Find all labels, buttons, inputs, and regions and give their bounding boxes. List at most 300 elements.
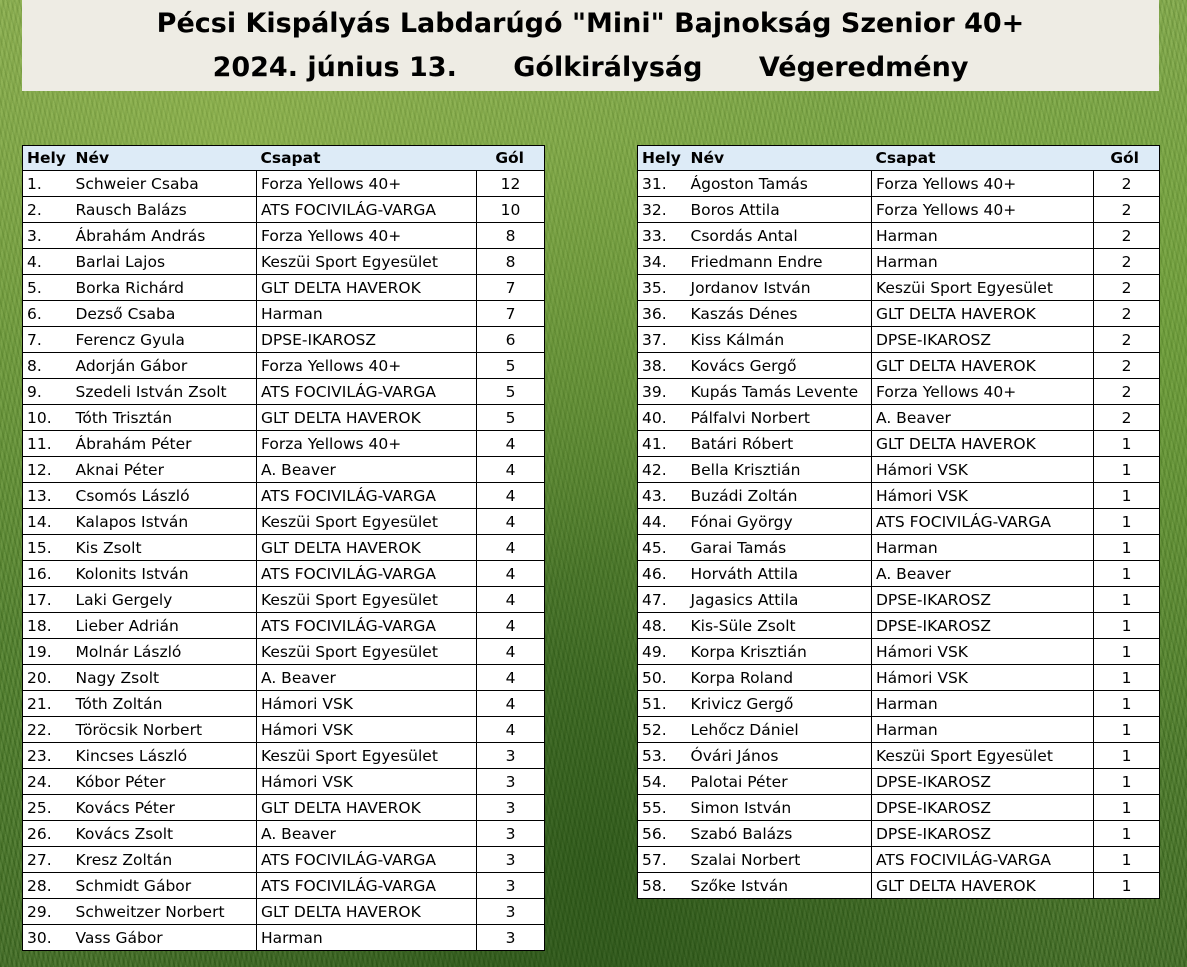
player-name-cell: Jagasics Attila [687,587,872,613]
table-row [638,561,1160,587]
team-cell: ATS FOCIVILÁG-VARGA [257,613,477,639]
team-cell: A. Beaver [257,821,477,847]
place-cell: 11. [23,431,72,457]
table-row [638,353,1160,379]
goals-cell: 4 [477,483,545,509]
table-row [23,431,545,457]
place-cell: 14. [23,509,72,535]
category-label: Gólkirályság [513,52,703,83]
team-cell: Keszüi Sport Egyesület [257,509,477,535]
team-cell: Harman [872,691,1094,717]
goals-cell: 1 [1094,717,1160,743]
table-header-row [23,146,545,171]
table-body-right [638,171,1160,899]
goals-cell: 1 [1094,535,1160,561]
goals-cell: 4 [477,613,545,639]
table-row [23,821,545,847]
player-name-cell: Kis-Süle Zsolt [687,613,872,639]
player-name-cell: Laki Gergely [72,587,257,613]
table-row [23,457,545,483]
team-cell: Keszüi Sport Egyesület [257,249,477,275]
team-cell: A. Beaver [257,665,477,691]
goals-cell: 1 [1094,483,1160,509]
player-name-cell: Kincses László [72,743,257,769]
column-header-goals: Gól [477,146,545,171]
player-name-cell: Kis Zsolt [72,535,257,561]
goals-cell: 1 [1094,561,1160,587]
player-name-cell: Csordás Antal [687,223,872,249]
goals-cell: 1 [1094,847,1160,873]
team-cell: DPSE-IKAROSZ [257,327,477,353]
table-row [23,899,545,925]
player-name-cell: Nagy Zsolt [72,665,257,691]
place-cell: 48. [638,613,687,639]
place-cell: 44. [638,509,687,535]
column-header-name: Név [687,146,872,171]
team-cell: Keszüi Sport Egyesület [257,639,477,665]
goals-cell: 4 [477,431,545,457]
table-row [638,171,1160,197]
player-name-cell: Barlai Lajos [72,249,257,275]
goals-cell: 3 [477,821,545,847]
page-subtitle [22,50,1159,86]
player-name-cell: Boros Attila [687,197,872,223]
table-row [23,405,545,431]
team-cell: A. Beaver [257,457,477,483]
player-name-cell: Friedmann Endre [687,249,872,275]
player-name-cell: Tóth Zoltán [72,691,257,717]
goals-cell: 3 [477,925,545,951]
player-name-cell: Kovács Gergő [687,353,872,379]
table-row [638,249,1160,275]
place-cell: 13. [23,483,72,509]
player-name-cell: Schweitzer Norbert [72,899,257,925]
place-cell: 3. [23,223,72,249]
table-row [638,483,1160,509]
place-cell: 5. [23,275,72,301]
goals-cell: 10 [477,197,545,223]
table-row [23,483,545,509]
team-cell: Forza Yellows 40+ [257,353,477,379]
table-row [23,509,545,535]
place-cell: 34. [638,249,687,275]
team-cell: Hámori VSK [872,457,1094,483]
goals-cell: 4 [477,691,545,717]
team-cell: Forza Yellows 40+ [872,197,1094,223]
column-header-place: Hely [23,146,72,171]
table-row [638,223,1160,249]
team-cell: ATS FOCIVILÁG-VARGA [872,847,1094,873]
team-cell: ATS FOCIVILÁG-VARGA [257,873,477,899]
player-name-cell: Kovács Zsolt [72,821,257,847]
goals-cell: 2 [1094,223,1160,249]
place-cell: 56. [638,821,687,847]
team-cell: Forza Yellows 40+ [257,431,477,457]
place-cell: 57. [638,847,687,873]
player-name-cell: Szőke István [687,873,872,899]
table-row [23,171,545,197]
team-cell: DPSE-IKAROSZ [872,769,1094,795]
player-name-cell: Ferencz Gyula [72,327,257,353]
team-cell: Hámori VSK [872,639,1094,665]
place-cell: 15. [23,535,72,561]
team-cell: Hámori VSK [257,769,477,795]
place-cell: 16. [23,561,72,587]
place-cell: 50. [638,665,687,691]
table-row [23,197,545,223]
team-cell: GLT DELTA HAVEROK [872,431,1094,457]
team-cell: Forza Yellows 40+ [257,223,477,249]
table-row [23,925,545,951]
player-name-cell: Molnár László [72,639,257,665]
player-name-cell: Kiss Kálmán [687,327,872,353]
goals-cell: 2 [1094,327,1160,353]
place-cell: 12. [23,457,72,483]
goals-cell: 4 [477,665,545,691]
player-name-cell: Garai Tamás [687,535,872,561]
player-name-cell: Dezső Csaba [72,301,257,327]
player-name-cell: Adorján Gábor [72,353,257,379]
table-row [638,587,1160,613]
goals-cell: 1 [1094,457,1160,483]
place-cell: 45. [638,535,687,561]
team-cell: Harman [872,223,1094,249]
team-cell: ATS FOCIVILÁG-VARGA [872,509,1094,535]
table-row [638,379,1160,405]
player-name-cell: Vass Gábor [72,925,257,951]
player-name-cell: Kóbor Péter [72,769,257,795]
player-name-cell: Csomós László [72,483,257,509]
place-cell: 58. [638,873,687,899]
player-name-cell: Krivicz Gergő [687,691,872,717]
scorers-table-right [637,145,1160,899]
place-cell: 32. [638,197,687,223]
place-cell: 51. [638,691,687,717]
goals-cell: 5 [477,405,545,431]
team-cell: GLT DELTA HAVEROK [257,405,477,431]
table-row [23,379,545,405]
player-name-cell: Kalapos István [72,509,257,535]
goals-cell: 1 [1094,613,1160,639]
goals-cell: 1 [1094,743,1160,769]
table-row [638,873,1160,899]
player-name-cell: Horváth Attila [687,561,872,587]
table-header-row [638,146,1160,171]
player-name-cell: Korpa Krisztián [687,639,872,665]
goals-cell: 3 [477,795,545,821]
table-row [23,639,545,665]
table-row [638,457,1160,483]
table-row [23,353,545,379]
team-cell: DPSE-IKAROSZ [872,613,1094,639]
place-cell: 27. [23,847,72,873]
goals-cell: 4 [477,457,545,483]
place-cell: 46. [638,561,687,587]
goals-cell: 1 [1094,509,1160,535]
player-name-cell: Szabó Balázs [687,821,872,847]
goals-cell: 6 [477,327,545,353]
place-cell: 1. [23,171,72,197]
table-row [638,743,1160,769]
place-cell: 29. [23,899,72,925]
team-cell: Harman [872,535,1094,561]
player-name-cell: Kupás Tamás Levente [687,379,872,405]
place-cell: 52. [638,717,687,743]
place-cell: 42. [638,457,687,483]
player-name-cell: Lieber Adrián [72,613,257,639]
team-cell: Hámori VSK [872,483,1094,509]
table-row [23,691,545,717]
column-header-name: Név [72,146,257,171]
place-cell: 38. [638,353,687,379]
player-name-cell: Jordanov István [687,275,872,301]
player-name-cell: Schweier Csaba [72,171,257,197]
goals-cell: 1 [1094,639,1160,665]
team-cell: A. Beaver [872,561,1094,587]
table-row [23,717,545,743]
goals-cell: 3 [477,847,545,873]
place-cell: 53. [638,743,687,769]
player-name-cell: Pálfalvi Norbert [687,405,872,431]
place-cell: 35. [638,275,687,301]
team-cell: Keszüi Sport Egyesület [872,275,1094,301]
table-row [638,327,1160,353]
place-cell: 41. [638,431,687,457]
table-row [23,275,545,301]
goals-cell: 2 [1094,379,1160,405]
team-cell: Forza Yellows 40+ [872,379,1094,405]
team-cell: Harman [872,717,1094,743]
page-title: Pécsi Kispályás Labdarúgó "Mini" Bajnokság Szenior 40+ [156,8,1025,39]
goals-cell: 3 [477,899,545,925]
goals-cell: 2 [1094,197,1160,223]
team-cell: ATS FOCIVILÁG-VARGA [257,847,477,873]
place-cell: 55. [638,795,687,821]
place-cell: 37. [638,327,687,353]
place-cell: 40. [638,405,687,431]
player-name-cell: Töröcsik Norbert [72,717,257,743]
team-cell: GLT DELTA HAVEROK [872,873,1094,899]
goals-cell: 2 [1094,301,1160,327]
scorers-table-left [22,145,545,951]
goals-cell: 2 [1094,405,1160,431]
table-row [23,535,545,561]
player-name-cell: Palotai Péter [687,769,872,795]
goals-cell: 2 [1094,275,1160,301]
place-cell: 17. [23,587,72,613]
place-cell: 36. [638,301,687,327]
place-cell: 25. [23,795,72,821]
table-row [23,223,545,249]
table-row [638,717,1160,743]
team-cell: GLT DELTA HAVEROK [872,353,1094,379]
title-banner [22,0,1159,91]
table-body-left [23,171,545,951]
team-cell: Forza Yellows 40+ [872,171,1094,197]
team-cell: DPSE-IKAROSZ [872,327,1094,353]
goals-cell: 1 [1094,769,1160,795]
player-name-cell: Óvári János [687,743,872,769]
goals-cell: 4 [477,509,545,535]
player-name-cell: Tóth Trisztán [72,405,257,431]
table-row [638,613,1160,639]
team-cell: Harman [257,925,477,951]
goals-cell: 1 [1094,795,1160,821]
table-row [638,691,1160,717]
goals-cell: 3 [477,743,545,769]
goals-cell: 5 [477,379,545,405]
place-cell: 22. [23,717,72,743]
team-cell: Hámori VSK [872,665,1094,691]
player-name-cell: Ágoston Tamás [687,171,872,197]
table-row [23,327,545,353]
table-row [638,665,1160,691]
place-cell: 8. [23,353,72,379]
place-cell: 43. [638,483,687,509]
table-row [638,431,1160,457]
table-row [23,795,545,821]
team-cell: Forza Yellows 40+ [257,171,477,197]
column-header-place: Hely [638,146,687,171]
place-cell: 4. [23,249,72,275]
player-name-cell: Schmidt Gábor [72,873,257,899]
place-cell: 33. [638,223,687,249]
team-cell: Harman [257,301,477,327]
team-cell: Harman [872,249,1094,275]
team-cell: GLT DELTA HAVEROK [257,535,477,561]
column-header-team: Csapat [872,146,1094,171]
goals-cell: 2 [1094,171,1160,197]
place-cell: 30. [23,925,72,951]
table-row [638,795,1160,821]
goals-cell: 3 [477,769,545,795]
place-cell: 20. [23,665,72,691]
goals-cell: 1 [1094,821,1160,847]
team-cell: Hámori VSK [257,717,477,743]
player-name-cell: Kresz Zoltán [72,847,257,873]
team-cell: GLT DELTA HAVEROK [872,301,1094,327]
player-name-cell: Batári Róbert [687,431,872,457]
table-row [23,301,545,327]
goals-cell: 1 [1094,665,1160,691]
goals-cell: 4 [477,561,545,587]
player-name-cell: Ábrahám András [72,223,257,249]
team-cell: Hámori VSK [257,691,477,717]
player-name-cell: Szalai Norbert [687,847,872,873]
team-cell: ATS FOCIVILÁG-VARGA [257,197,477,223]
column-header-team: Csapat [257,146,477,171]
table-row [638,821,1160,847]
table-row [23,561,545,587]
team-cell: Keszüi Sport Egyesület [257,587,477,613]
goals-cell: 8 [477,223,545,249]
place-cell: 24. [23,769,72,795]
place-cell: 23. [23,743,72,769]
goals-cell: 1 [1094,587,1160,613]
table-row [23,665,545,691]
goals-cell: 1 [1094,873,1160,899]
player-name-cell: Kaszás Dénes [687,301,872,327]
player-name-cell: Kovács Péter [72,795,257,821]
event-date: 2024. június 13. [212,52,457,83]
table-row [638,275,1160,301]
player-name-cell: Kolonits István [72,561,257,587]
place-cell: 28. [23,873,72,899]
table-row [23,847,545,873]
place-cell: 54. [638,769,687,795]
place-cell: 39. [638,379,687,405]
table-row [23,587,545,613]
team-cell: ATS FOCIVILÁG-VARGA [257,561,477,587]
table-row [638,405,1160,431]
goals-cell: 2 [1094,353,1160,379]
goals-cell: 7 [477,275,545,301]
column-header-goals: Gól [1094,146,1160,171]
place-cell: 9. [23,379,72,405]
goals-cell: 4 [477,535,545,561]
goals-cell: 2 [1094,249,1160,275]
team-cell: DPSE-IKAROSZ [872,587,1094,613]
player-name-cell: Lehőcz Dániel [687,717,872,743]
player-name-cell: Buzádi Zoltán [687,483,872,509]
place-cell: 49. [638,639,687,665]
place-cell: 6. [23,301,72,327]
place-cell: 31. [638,171,687,197]
table-row [638,847,1160,873]
team-cell: Keszüi Sport Egyesület [257,743,477,769]
team-cell: A. Beaver [872,405,1094,431]
team-cell: DPSE-IKAROSZ [872,795,1094,821]
player-name-cell: Simon István [687,795,872,821]
place-cell: 2. [23,197,72,223]
team-cell: DPSE-IKAROSZ [872,821,1094,847]
goals-cell: 5 [477,353,545,379]
team-cell: ATS FOCIVILÁG-VARGA [257,483,477,509]
place-cell: 10. [23,405,72,431]
place-cell: 7. [23,327,72,353]
status-label: Végeredmény [758,52,969,83]
place-cell: 21. [23,691,72,717]
place-cell: 47. [638,587,687,613]
player-name-cell: Borka Richárd [72,275,257,301]
table-row [638,535,1160,561]
goals-cell: 1 [1094,691,1160,717]
player-name-cell: Szedeli István Zsolt [72,379,257,405]
goals-cell: 4 [477,587,545,613]
player-name-cell: Fónai György [687,509,872,535]
table-row [638,197,1160,223]
table-row [23,613,545,639]
place-cell: 18. [23,613,72,639]
table-row [23,873,545,899]
player-name-cell: Rausch Balázs [72,197,257,223]
team-cell: Keszüi Sport Egyesület [872,743,1094,769]
player-name-cell: Aknai Péter [72,457,257,483]
goals-cell: 12 [477,171,545,197]
goals-cell: 1 [1094,431,1160,457]
table-row [23,743,545,769]
goals-cell: 8 [477,249,545,275]
goals-cell: 7 [477,301,545,327]
place-cell: 19. [23,639,72,665]
team-cell: GLT DELTA HAVEROK [257,899,477,925]
goals-cell: 3 [477,873,545,899]
player-name-cell: Ábrahám Péter [72,431,257,457]
player-name-cell: Korpa Roland [687,665,872,691]
player-name-cell: Bella Krisztián [687,457,872,483]
place-cell: 26. [23,821,72,847]
goals-cell: 4 [477,717,545,743]
